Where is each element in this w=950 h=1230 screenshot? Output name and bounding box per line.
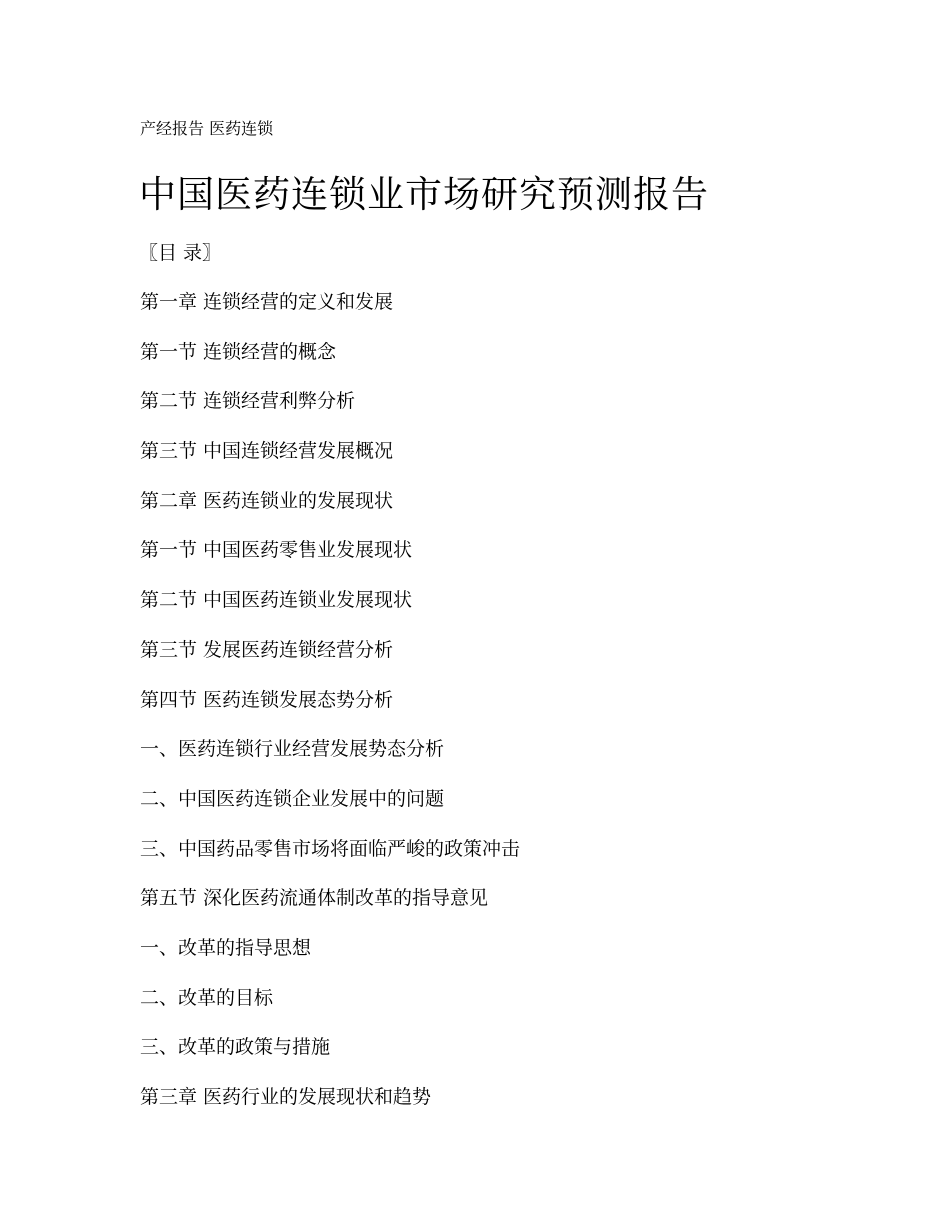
- toc-entry: 第三节 中国连锁经营发展概况: [140, 440, 394, 463]
- toc-entry: 第五节 深化医药流通体制改革的指导意见: [140, 887, 489, 910]
- toc-entry: 第三节 发展医药连锁经营分析: [140, 638, 394, 661]
- toc-entry: 二、中国医药连锁企业发展中的问题: [140, 787, 445, 810]
- toc-entry: 第四节 医药连锁发展态势分析: [140, 688, 394, 711]
- toc-heading: 〖目 录〗: [139, 242, 222, 264]
- toc-entry: 三、改革的政策与措施: [140, 1036, 331, 1059]
- toc-entry: 第一节 连锁经营的概念: [140, 340, 337, 363]
- toc-entry: 一、改革的指导思想: [140, 936, 312, 959]
- page-header: 产经报告 医药连锁: [140, 119, 274, 138]
- toc-entry: 一、医药连锁行业经营发展势态分析: [140, 738, 445, 761]
- toc-entry: 第一节 中国医药零售业发展现状: [140, 539, 413, 562]
- toc-entry: 第二节 中国医药连锁业发展现状: [140, 589, 413, 612]
- toc-entry: 第二节 连锁经营利弊分析: [140, 390, 356, 413]
- toc-entry: 第二章 医药连锁业的发展现状: [140, 489, 394, 512]
- toc-entry: 第一章 连锁经营的定义和发展: [140, 291, 394, 313]
- report-title: 中国医药连锁业市场研究预测报告: [139, 173, 709, 216]
- table-of-contents: [140, 288, 520, 1133]
- toc-entry: 三、中国药品零售市场将面临严峻的政策冲击: [140, 837, 521, 860]
- toc-entry: 二、改革的目标: [140, 986, 274, 1009]
- toc-entry: 第三章 医药行业的发展现状和趋势: [140, 1086, 432, 1108]
